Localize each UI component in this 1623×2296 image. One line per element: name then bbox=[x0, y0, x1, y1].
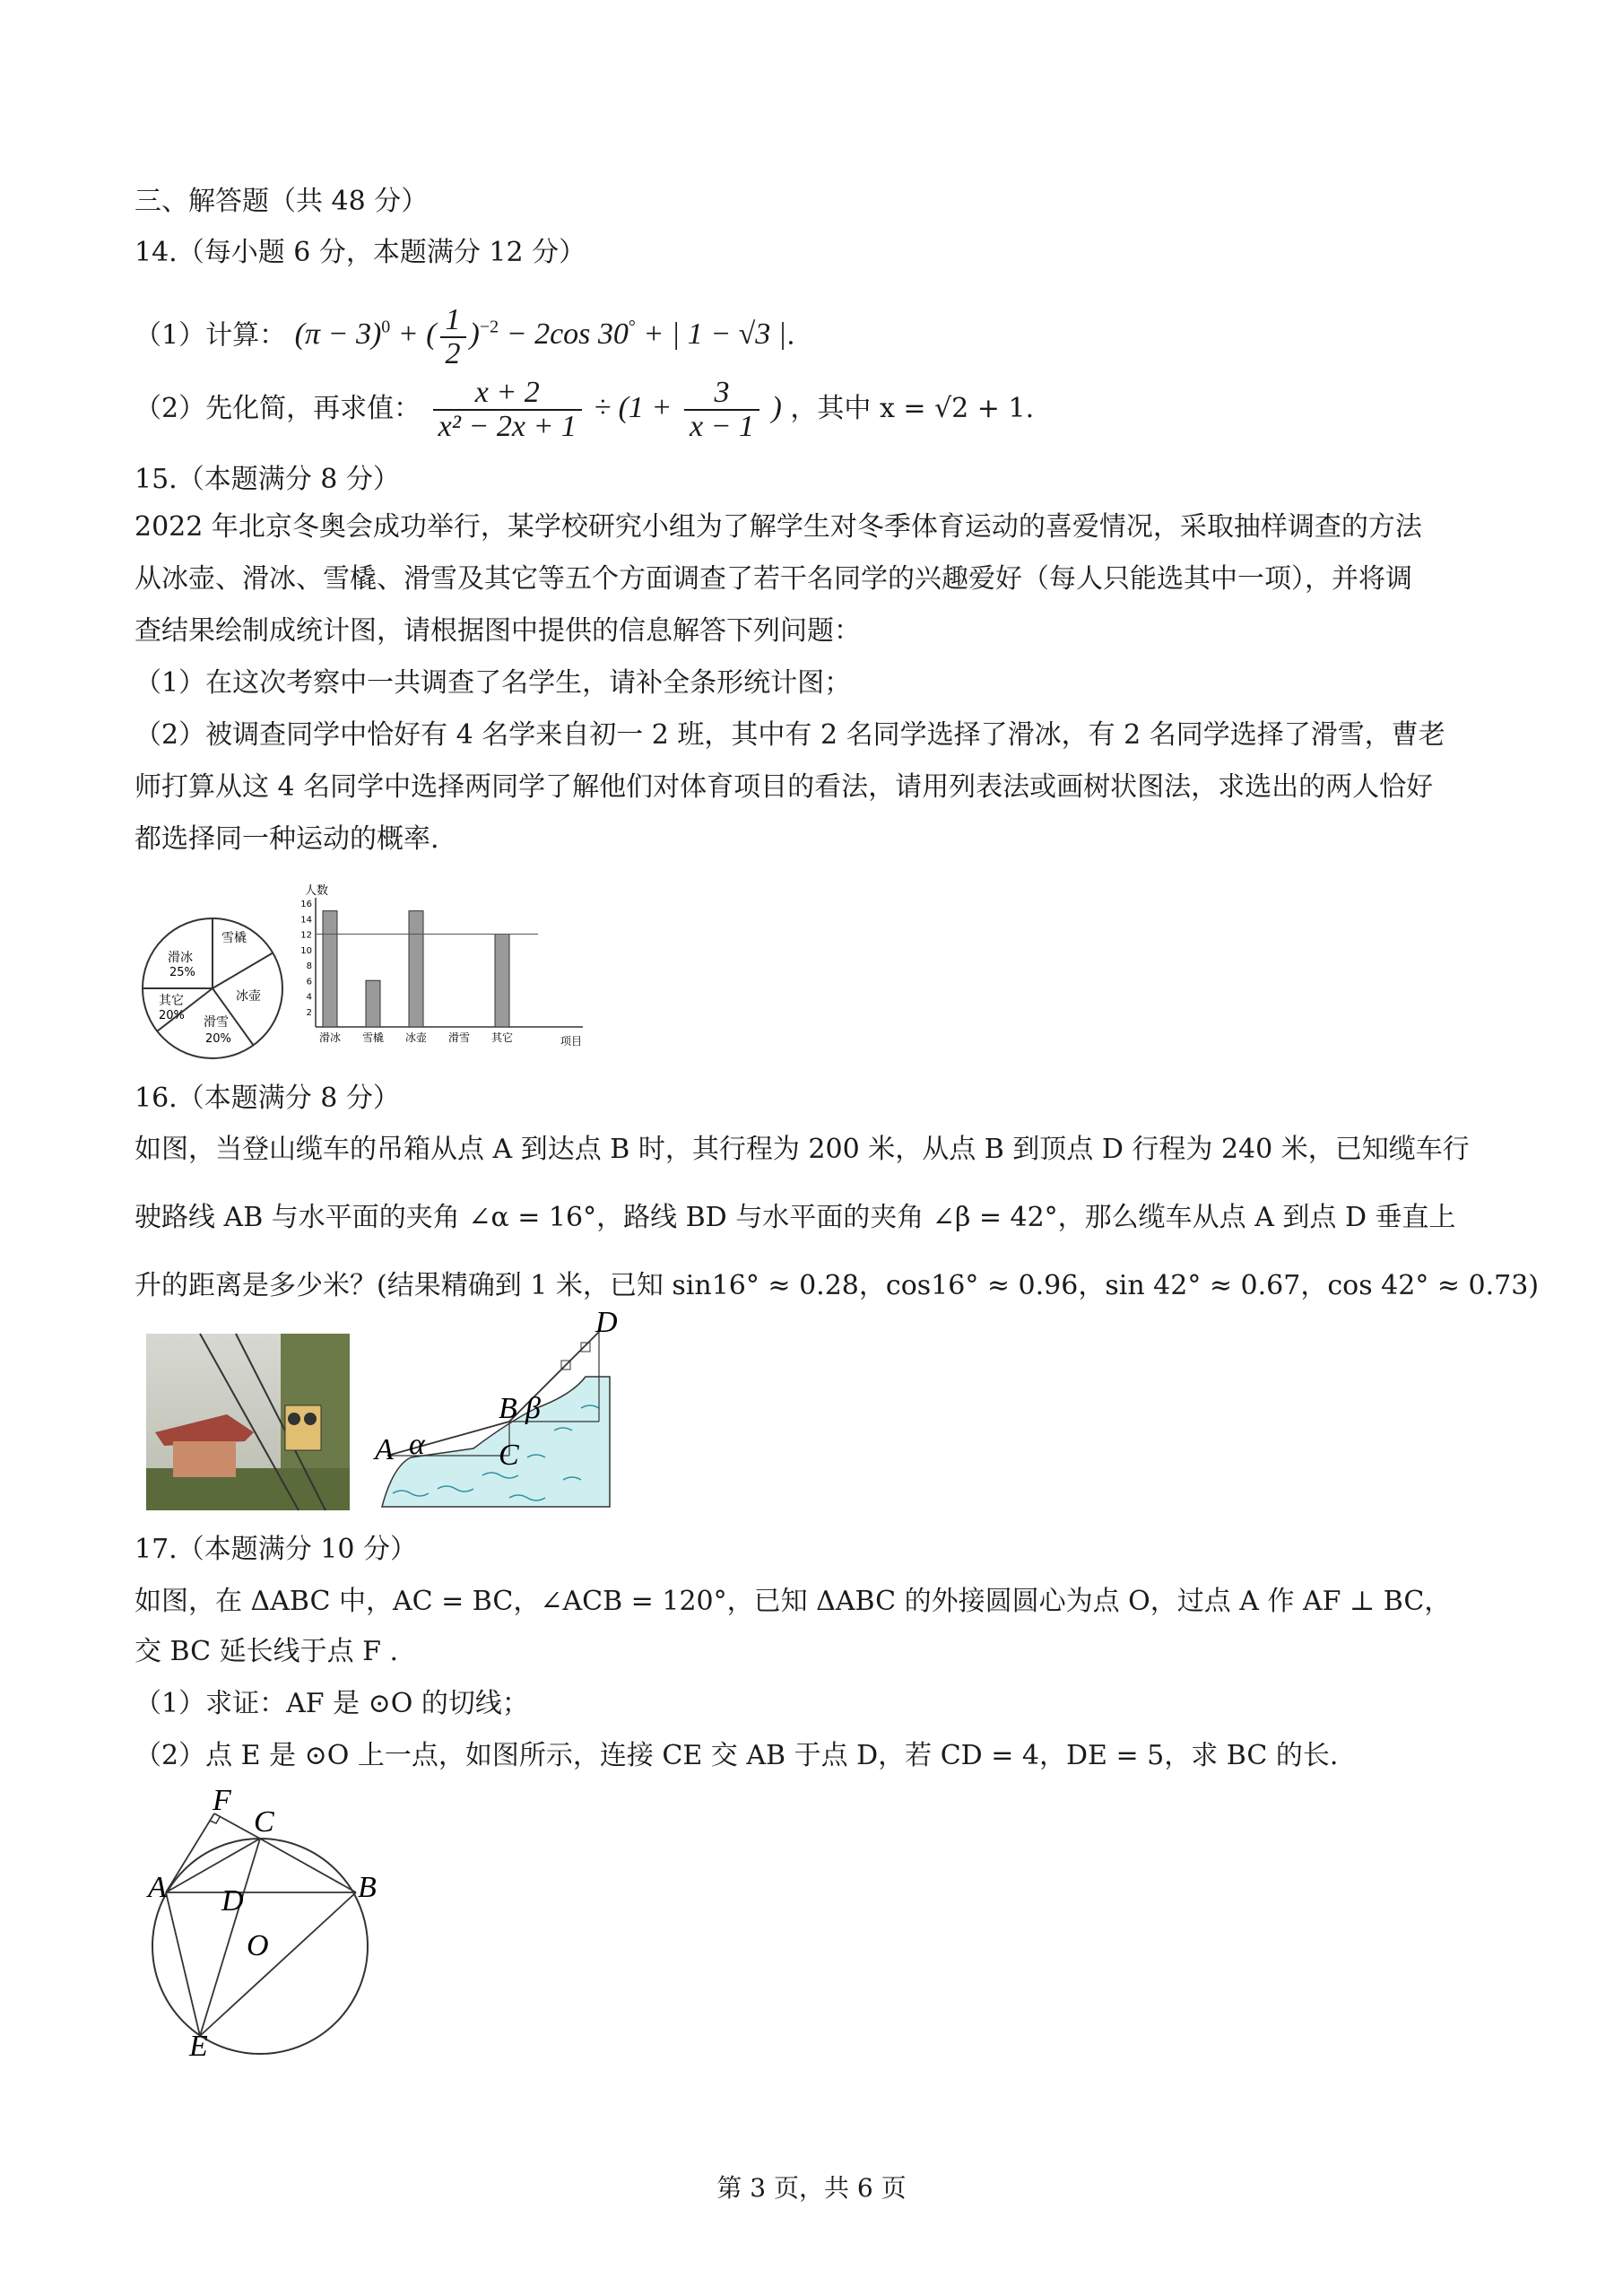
bar-category-2: 冰壶 bbox=[404, 1031, 428, 1044]
bar-ytick-14: 14 bbox=[300, 915, 312, 926]
bar-category-1: 雪橇 bbox=[361, 1031, 385, 1044]
q14-part1-expression: $(\pi - 3)^0$ + ( $\frac{1}{2}$ )$^{-2}$ − 2cos 30° + | 1 − √3 | bbox=[294, 302, 787, 370]
circle-label-c: C bbox=[254, 1805, 274, 1839]
q16-line-3: 升的距离是多少米？(结果精确到 1 米，已知 sin16° ≈ 0.28，cos16° ≈ 0.96，sin 42° ≈ 0.67，cos 42° ≈ 0.73) bbox=[135, 1270, 1540, 1301]
q16-line-1: 如图，当登山缆车的吊箱从点 A 到达点 B 时，其行程为 200 米，从点 B 到顶点 D 行程为 240 米，已知缆车行 bbox=[135, 1134, 1470, 1165]
q15-line-5: （2）被调查同学中恰好有 4 名学来自初一 2 班，其中有 2 名同学选择了滑冰，有 2 名同学选择了滑雪，曹老 bbox=[135, 719, 1445, 751]
circle-label-e: E bbox=[189, 2030, 208, 2063]
bar-category-3: 滑雪 bbox=[447, 1031, 471, 1044]
bar-1 bbox=[366, 980, 380, 1027]
q15-line-2: 从冰壶、滑冰、雪橇、滑雪及其它等五个方面调查了若干名同学的兴趣爱好（每人只能选其中一项），并将调 bbox=[135, 563, 1412, 595]
circle-label-o: O bbox=[247, 1929, 269, 1962]
q17-line-1: 如图，在 ΔABC 中，AC = BC，∠ACB = 120°，已知 ΔABC 的外接圆圆心为点 O，过点 A 作 AF ⊥ BC， bbox=[135, 1586, 1452, 1617]
pie-label-huabing-pct: 25% bbox=[169, 966, 195, 979]
bar-4 bbox=[495, 935, 509, 1028]
cable-car-diagram bbox=[375, 1306, 618, 1516]
bar-ytick-12: 12 bbox=[300, 930, 312, 941]
q14-part2-tail: ，其中 x = √2 + 1. bbox=[790, 393, 1035, 424]
q17-header: 17.（本题满分 10 分） bbox=[135, 1534, 417, 1565]
bar-xlabel: 项目 bbox=[560, 1035, 583, 1048]
pie-label-binghu: 冰壶 bbox=[236, 989, 261, 1004]
pie-label-huaxue: 滑雪 bbox=[204, 1015, 229, 1030]
q17-line-3: （1）求证：AF 是 ⊙O 的切线； bbox=[135, 1688, 529, 1719]
q15-line-3: 查结果绘制成统计图，请根据图中提供的信息解答下列问题： bbox=[135, 615, 861, 647]
q15-line-7: 都选择同一种运动的概率. bbox=[135, 823, 439, 855]
cable-car-photo bbox=[146, 1334, 350, 1510]
q14-part1 bbox=[135, 287, 795, 368]
section-title: 三、解答题（共 48 分） bbox=[135, 186, 429, 217]
pie-label-qita: 其它 bbox=[159, 994, 184, 1008]
bar-ytick-2: 2 bbox=[306, 1007, 312, 1018]
pie-label-xueqiao: 雪橇 bbox=[221, 931, 247, 945]
circle-label-d: D bbox=[221, 1884, 244, 1918]
q14-part1-tail: . bbox=[786, 319, 795, 352]
q15-line-6: 师打算从这 4 名同学中选择两同学了解他们对体育项目的看法，请用列表法或画树状图法，求选出的两人恰好 bbox=[135, 771, 1434, 803]
q14-part2-mid: ÷ (1 + bbox=[594, 391, 673, 424]
bar-ytick-6: 6 bbox=[306, 977, 312, 987]
bar-ytick-16: 16 bbox=[300, 900, 312, 909]
q17-line-2: 交 BC 延长线于点 F . bbox=[135, 1636, 399, 1667]
q14-part2-label: （2）先化简，再求值： bbox=[135, 393, 421, 424]
diagram-label-c: C bbox=[499, 1439, 519, 1472]
circle-diagram bbox=[139, 1784, 381, 2063]
diagram-label-beta: β bbox=[525, 1392, 541, 1425]
pie-chart bbox=[139, 915, 287, 1063]
diagram-label-d: D bbox=[595, 1306, 618, 1339]
q16-line-2: 驶路线 AB 与水平面的夹角 ∠α = 16°，路线 BD 与水平面的夹角 ∠β = 42°，那么缆车从点 A 到点 D 垂直上 bbox=[135, 1202, 1456, 1233]
bar-ytick-4: 4 bbox=[306, 992, 312, 1003]
q14-header: 14.（每小题 6 分，本题满分 12 分） bbox=[135, 237, 586, 268]
q15-line-4: （1）在这次考察中一共调查了名学生，请补全条形统计图； bbox=[135, 667, 852, 699]
q15-line-1: 2022 年北京冬奥会成功举行，某学校研究小组为了解学生对冬季体育运动的喜爱情况，采取抽样调查的方法 bbox=[135, 511, 1422, 543]
pie-label-huaxue-pct: 20% bbox=[205, 1032, 231, 1046]
q17-line-4: （2）点 E 是 ⊙O 上一点，如图所示，连接 CE 交 AB 于点 D，若 CD = 4，DE = 5，求 BC 的长. bbox=[135, 1740, 1339, 1771]
pie-label-qita-pct: 20% bbox=[159, 1009, 185, 1022]
diagram-label-b: B bbox=[499, 1392, 517, 1425]
circle-label-b: B bbox=[358, 1871, 377, 1904]
q14-part2 bbox=[135, 368, 1034, 448]
bar-ylabel: 人数 bbox=[305, 884, 329, 898]
bar-ytick-10: 10 bbox=[300, 945, 312, 956]
bar-chart bbox=[296, 883, 601, 1054]
q14-part2-fraction2: $\frac{3}{x - 1}$ bbox=[684, 377, 759, 443]
diagram-label-a: A bbox=[375, 1433, 394, 1466]
page-footer: 第 3 页，共 6 页 bbox=[716, 2173, 907, 2203]
bar-ytick-8: 8 bbox=[306, 961, 312, 971]
bar-category-4: 其它 bbox=[490, 1031, 514, 1044]
pie-label-huabing: 滑冰 bbox=[168, 951, 193, 965]
q14-part1-label: （1）计算： bbox=[135, 319, 287, 352]
q14-part2-close: ) bbox=[771, 391, 782, 424]
circle-label-a: A bbox=[148, 1871, 167, 1904]
circle-label-f: F bbox=[213, 1784, 231, 1817]
bar-0 bbox=[323, 911, 337, 1027]
bar-2 bbox=[409, 911, 423, 1027]
q16-header: 16.（本题满分 8 分） bbox=[135, 1083, 400, 1114]
q14-part2-fraction1: $\frac{x + 2}{\text{x² − 2x + 1}}$ bbox=[433, 377, 582, 443]
bar-category-0: 滑冰 bbox=[318, 1031, 342, 1044]
q15-header: 15.（本题满分 8 分） bbox=[135, 464, 400, 495]
diagram-label-alpha: α bbox=[409, 1428, 425, 1461]
